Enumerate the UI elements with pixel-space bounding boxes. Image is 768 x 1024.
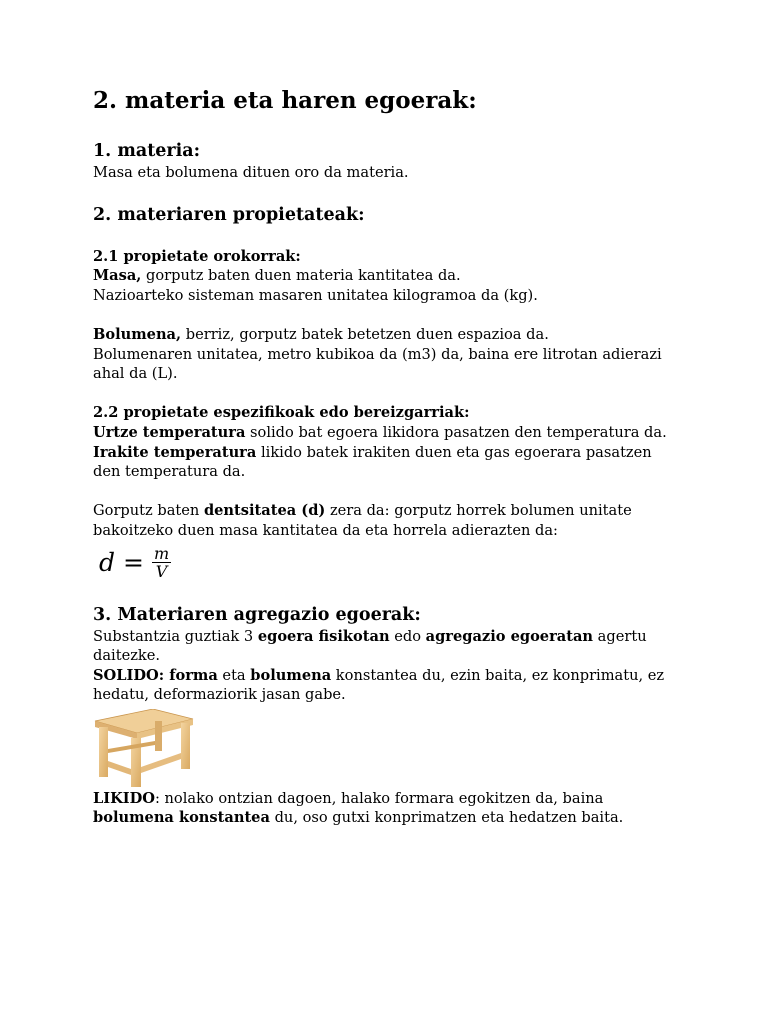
likido-paragraph: LIKIDO: nolako ontzian dagoen, halako formara egokitzen da, baina bolumena konstantea du, oso gutxi konprimatzen eta hedatzen baita. bbox=[93, 789, 624, 827]
materia-definition: Masa eta bolumena dituen oro da materia. bbox=[93, 164, 409, 181]
formula-lhs: d bbox=[99, 548, 116, 577]
page-title: 2. materia eta haren egoerak: bbox=[93, 87, 477, 114]
bolumena-unit-paragraph: Bolumenaren unitatea, metro kubikoa da (m3) da, baina ere litrotan adierazi ahal da (L). bbox=[93, 345, 662, 383]
bolumena-paragraph: Bolumena, berriz, gorputz batek betetzen duen espazioa da. bbox=[93, 325, 549, 343]
formula-fraction bbox=[152, 545, 171, 580]
section-materia-heading: 1. materia: bbox=[93, 141, 201, 161]
wooden-stool-image bbox=[93, 709, 197, 789]
subsection-orokorrak-heading: 2.1 propietate orokorrak: bbox=[93, 247, 301, 265]
section-propietateak-heading: 2. materiaren propietateak: bbox=[93, 204, 365, 225]
document-page bbox=[93, 86, 683, 828]
masa-paragraph: Masa, gorputz baten duen materia kantitatea da. bbox=[93, 267, 461, 285]
formula-equals: = bbox=[123, 548, 144, 577]
section-agregazio-heading: 3. Materiaren agregazio egoerak: bbox=[93, 604, 421, 625]
subsection-espezifikoak-heading: 2.2 propietate espezifikoak edo bereizgarriak: bbox=[93, 404, 470, 422]
density-formula bbox=[99, 541, 683, 585]
agregazio-intro: Substantzia guztiak 3 egoera fisikotan edo agregazio egoeratan agertu daitezke. bbox=[93, 627, 647, 665]
irakite-paragraph: Irakite temperatura likido batek irakiten duen eta gas egoerara pasatzen den temperatura da. bbox=[93, 443, 652, 481]
formula-denominator: V bbox=[155, 562, 168, 581]
urtze-paragraph: Urtze temperatura solido bat egoera likidora pasatzen den temperatura da. bbox=[93, 423, 667, 441]
dentsitatea-paragraph: Gorputz baten dentsitatea (d) zera da: gorputz horrek bolumen unitate bakoitzeko duen masa kantitatea da eta horrela adierazten da: bbox=[93, 502, 632, 539]
formula-numerator: m bbox=[153, 544, 170, 563]
masa-unit-paragraph: Nazioarteko sisteman masaren unitatea kilogramoa da (kg). bbox=[93, 286, 538, 304]
solido-paragraph: SOLIDO: forma eta bolumena konstantea du, ezin baita, ez konprimatu, ez hedatu, deformaziorik jasan gabe. bbox=[93, 666, 665, 704]
